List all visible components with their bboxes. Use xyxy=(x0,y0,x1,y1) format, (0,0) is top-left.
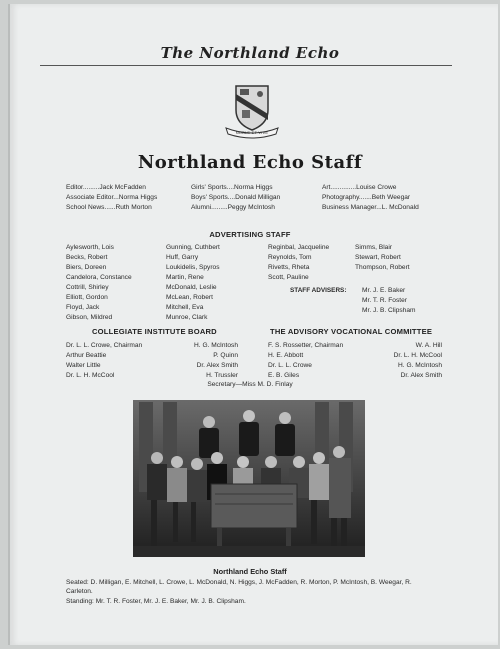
staff-entry: Editor.........Jack McFadden xyxy=(66,184,146,191)
list-item: H. Trussler xyxy=(206,372,238,379)
list-item: H. G. McIntosh xyxy=(194,342,238,349)
list-item: Biers, Doreen xyxy=(66,264,107,271)
list-item: Dr. Alex Smith xyxy=(196,362,238,369)
photo-caption-standing: Standing: Mr. T. R. Foster, Mr. J. E. Baker, Mr. J. B. Clipsham. xyxy=(66,598,246,605)
staff-list xyxy=(66,183,442,213)
list-item: Mr. J. E. Baker xyxy=(362,287,406,294)
list-item: E. B. Giles xyxy=(268,372,300,379)
list-item: Aylesworth, Lois xyxy=(66,244,114,251)
list-item: Rivetts, Rheta xyxy=(268,264,310,271)
list-item: Gibson, Mildred xyxy=(66,314,113,321)
page-header-title: The Northland Echo xyxy=(160,44,340,62)
list-item: Dr. L. L. Crowe xyxy=(268,362,312,369)
list-item: Simms, Blair xyxy=(355,244,392,251)
staff-row xyxy=(66,193,442,203)
list-item: Scott, Pauline xyxy=(268,274,309,281)
list-item: Walter Little xyxy=(66,362,101,369)
list-item: F. S. Rossetter, Chairman xyxy=(268,342,344,349)
list-item: Loukidelis, Spyros xyxy=(166,264,220,271)
list-item: Becks, Robert xyxy=(66,254,108,261)
header-rule xyxy=(40,65,452,66)
advertising-column-4 xyxy=(355,243,410,273)
advertising-heading: ADVERTISING STAFF xyxy=(209,230,291,239)
list-item: Dr. Alex Smith xyxy=(400,372,442,379)
staff-entry: Photography.......Beth Weegar xyxy=(322,194,411,201)
avc-heading: THE ADVISORY VOCATIONAL COMMITTEE xyxy=(270,327,433,336)
list-item: W. A. Hill xyxy=(415,342,442,349)
list-item: Arthur Beattie xyxy=(66,352,107,359)
list-item: Mr. J. B. Clipsham xyxy=(362,307,416,314)
list-item: Martin, Rene xyxy=(166,274,204,281)
list-item: Dr. L. L. Crowe, Chairman xyxy=(66,342,143,349)
avc-members-left xyxy=(268,341,343,381)
list-item: Elliott, Gordon xyxy=(66,294,108,301)
staff-row xyxy=(66,203,442,213)
list-item: H. G. McIntosh xyxy=(398,362,442,369)
advertising-column-3 xyxy=(268,243,329,283)
cib-heading: COLLEGIATE INSTITUTE BOARD xyxy=(92,327,217,336)
list-item: Floyd, Jack xyxy=(66,304,100,311)
list-item: Candelora, Constance xyxy=(66,274,132,281)
list-item: H. E. Abbott xyxy=(268,352,304,359)
staff-title: Northland Echo Staff xyxy=(137,152,363,173)
list-item: Thompson, Robert xyxy=(355,264,410,271)
staff-entry: Associate Editor...Norma Higgs xyxy=(66,194,158,201)
staff-entry: Boys' Sports....Donald Milligan xyxy=(191,194,281,201)
advertising-column-1 xyxy=(66,243,132,323)
cib-members-left xyxy=(66,341,142,381)
list-item: Dr. L. H. McCool xyxy=(393,352,442,359)
staff-entry: Business Manager...L. McDonald xyxy=(322,204,419,211)
list-item: McLean, Robert xyxy=(166,294,213,301)
staff-group-photo xyxy=(133,400,365,557)
avc-members-right xyxy=(372,341,442,381)
staff-entry: Girls' Sports....Norma Higgs xyxy=(191,184,273,191)
list-item: Mitchell, Eva xyxy=(166,304,204,311)
cib-members-right xyxy=(168,341,238,381)
advertising-column-2 xyxy=(166,243,220,323)
list-item: McDonald, Leslie xyxy=(166,284,217,291)
list-item: Stewart, Robert xyxy=(355,254,401,261)
list-item: P. Quinn xyxy=(213,352,238,359)
group-photo-image xyxy=(133,400,365,557)
list-item: Dr. L. H. McCool xyxy=(66,372,115,379)
list-item: Reginbal, Jacqueline xyxy=(268,244,330,251)
list-item: Munroe, Clark xyxy=(166,314,208,321)
photo-caption-title: Northland Echo Staff xyxy=(213,567,287,576)
crest-motto: NOBLE ET VIVE xyxy=(235,130,269,135)
photo-caption-seated: Seated: D. Milligan, E. Mitchell, L. Crowe, L. McDonald, N. Higgs, J. McFadden, R. Morton, P. McIntosh, B. Weegar, R. Carleton. xyxy=(66,579,412,595)
staff-advisers-label: STAFF ADVISERS: xyxy=(290,287,347,294)
list-item: Reynolds, Tom xyxy=(268,254,312,261)
staff-entry: Art..............Louise Crowe xyxy=(322,184,397,191)
staff-entry: Alumni.........Peggy McIntosh xyxy=(191,204,275,211)
secretary-line: Secretary—Miss M. D. Finlay xyxy=(207,381,293,388)
staff-entry: School News......Ruth Morton xyxy=(66,204,152,211)
list-item: Cottrill, Shirley xyxy=(66,284,109,291)
list-item: Huff, Garry xyxy=(166,254,199,261)
list-item: Gunning, Cuthbert xyxy=(166,244,220,251)
staff-advisers-list xyxy=(362,286,416,316)
staff-row xyxy=(66,183,442,193)
list-item: Mr. T. R. Foster xyxy=(362,297,407,304)
